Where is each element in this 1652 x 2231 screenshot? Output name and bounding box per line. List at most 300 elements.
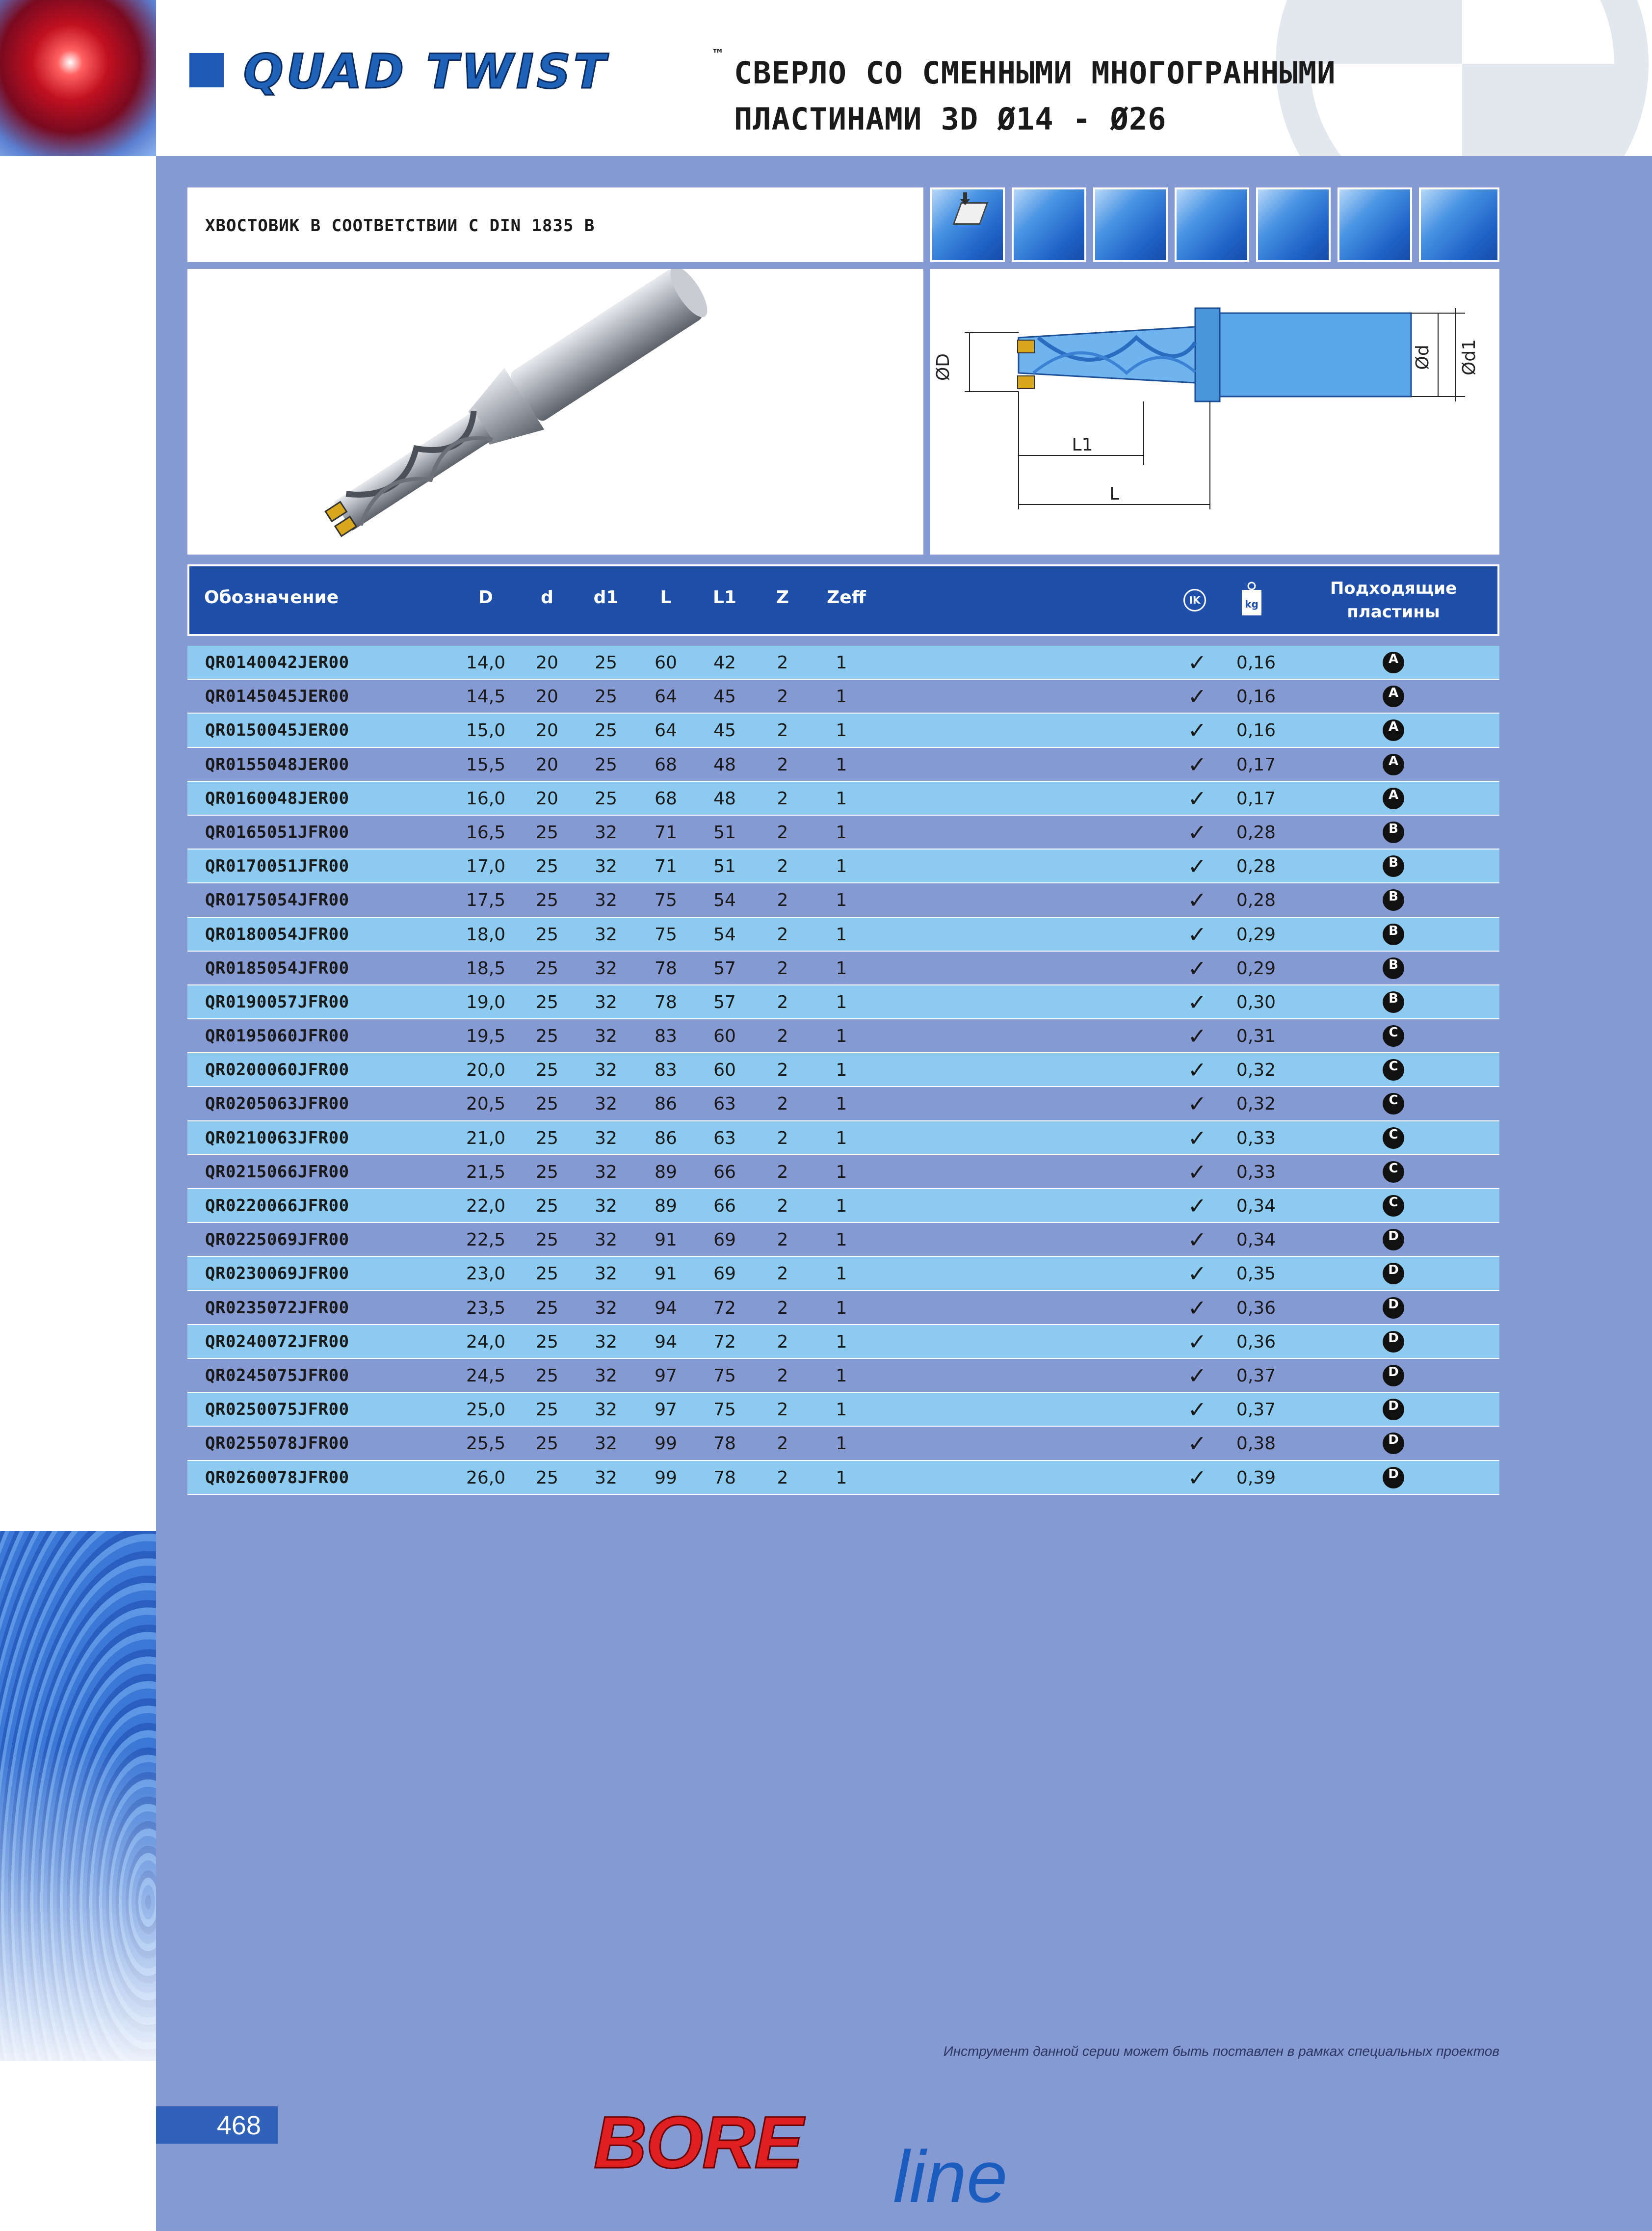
coolant-check-icon: ✓: [1187, 751, 1207, 778]
cell-code: QR0260078JFR00: [205, 1467, 349, 1487]
cell-Zeff: 1: [836, 1467, 847, 1488]
cell-Z: 2: [777, 1196, 788, 1216]
table-row: [187, 1291, 1499, 1325]
cell-weight: 0,16: [1236, 720, 1276, 741]
cell-Zeff: 1: [836, 1365, 847, 1386]
insert-type-badge: D: [1383, 1467, 1404, 1488]
cell-Zeff: 1: [836, 1196, 847, 1216]
cell-weight: 0,29: [1236, 924, 1276, 945]
table-row: [187, 680, 1499, 714]
col-header-inserts-line2: пластины: [1347, 602, 1440, 622]
cell-D: 22,0: [466, 1196, 506, 1216]
cell-L: 91: [655, 1264, 677, 1284]
cell-d: 25: [536, 1298, 558, 1318]
col-header-L1: L1: [713, 587, 736, 608]
cell-d: 25: [536, 1365, 558, 1386]
cell-d: 20: [536, 788, 558, 809]
cell-code: QR0235072JFR00: [205, 1298, 349, 1318]
cell-d: 25: [536, 1026, 558, 1047]
cell-D: 23,5: [466, 1298, 506, 1318]
cell-d1: 32: [595, 1162, 617, 1182]
table-row: [187, 1325, 1499, 1359]
table-row: [187, 918, 1499, 952]
cell-code: QR0250075JFR00: [205, 1400, 349, 1420]
table-row: [187, 850, 1499, 883]
cell-weight: 0,34: [1236, 1196, 1276, 1216]
drill-photo-box: [187, 269, 923, 555]
cell-L1: 75: [713, 1365, 736, 1386]
page-title-line-2: ПЛАСТИНАМИ 3D Ø14 - Ø26: [734, 101, 1167, 137]
cell-d: 25: [536, 856, 558, 877]
cell-d1: 32: [595, 856, 617, 877]
insert-type-badge: B: [1383, 889, 1404, 911]
cell-d: 25: [536, 1434, 558, 1454]
coolant-check-icon: ✓: [1187, 853, 1207, 880]
cell-weight: 0,29: [1236, 958, 1276, 979]
cell-d1: 32: [595, 890, 617, 911]
cell-L1: 45: [713, 720, 736, 741]
cell-L1: 48: [713, 754, 736, 775]
cell-Zeff: 1: [836, 1128, 847, 1148]
cell-Z: 2: [777, 1162, 788, 1182]
cell-L: 89: [655, 1162, 677, 1182]
coolant-check-icon: ✓: [1187, 819, 1207, 846]
cell-D: 17,5: [466, 890, 506, 911]
cell-d: 20: [536, 687, 558, 707]
cell-d1: 32: [595, 958, 617, 979]
cell-code: QR0150045JER00: [205, 720, 349, 741]
cell-weight: 0,28: [1236, 856, 1276, 877]
cell-L: 60: [655, 653, 677, 673]
cell-d: 20: [536, 653, 558, 673]
coolant-check-icon: ✓: [1187, 717, 1207, 744]
material-tile-7: [1419, 187, 1499, 262]
cell-L1: 54: [713, 890, 736, 911]
cell-d: 25: [536, 1467, 558, 1488]
insert-type-badge: A: [1383, 652, 1404, 673]
cell-L: 75: [655, 890, 677, 911]
cell-d1: 25: [595, 687, 617, 707]
cell-code: QR0230069JFR00: [205, 1264, 349, 1284]
table-row: [187, 1155, 1499, 1189]
cell-d1: 32: [595, 1365, 617, 1386]
cell-D: 21,5: [466, 1162, 506, 1182]
col-header-d: d: [541, 587, 553, 608]
corner-decorative-image: [0, 0, 156, 156]
cell-d1: 32: [595, 924, 617, 945]
cell-weight: 0,31: [1236, 1026, 1276, 1047]
coolant-check-icon: ✓: [1187, 921, 1207, 948]
table-row: [187, 1087, 1499, 1121]
cell-code: QR0195060JFR00: [205, 1026, 349, 1046]
cell-Zeff: 1: [836, 1230, 847, 1250]
cell-Z: 2: [777, 1060, 788, 1081]
cell-code: QR0140042JER00: [205, 653, 349, 672]
coolant-check-icon: ✓: [1187, 1464, 1207, 1491]
cell-L1: 66: [713, 1162, 736, 1182]
cell-D: 24,0: [466, 1331, 506, 1352]
cell-d1: 32: [595, 1400, 617, 1420]
material-tile-6: [1337, 187, 1412, 262]
cell-d1: 32: [595, 1094, 617, 1115]
cell-d: 25: [536, 924, 558, 945]
table-row: [187, 782, 1499, 816]
cell-Zeff: 1: [836, 822, 847, 843]
cell-d: 25: [536, 822, 558, 843]
insert-type-badge: C: [1383, 1161, 1404, 1183]
cell-L: 71: [655, 856, 677, 877]
cell-weight: 0,36: [1236, 1331, 1276, 1352]
table-row: [187, 1393, 1499, 1427]
cell-D: 25,5: [466, 1434, 506, 1454]
cell-code: QR0220066JFR00: [205, 1196, 349, 1216]
cell-d: 25: [536, 1128, 558, 1148]
trademark-sign: ™: [711, 47, 724, 62]
weight-unit: kg: [1245, 598, 1259, 610]
cell-code: QR0225069JFR00: [205, 1230, 349, 1250]
cell-Z: 2: [777, 822, 788, 843]
cell-Zeff: 1: [836, 890, 847, 911]
cell-code: QR0155048JER00: [205, 754, 349, 774]
insert-type-badge: D: [1383, 1433, 1404, 1454]
cell-Z: 2: [777, 687, 788, 707]
cell-L: 68: [655, 788, 677, 809]
cell-L1: 42: [713, 653, 736, 673]
col-header-Zeff: Zeff: [827, 587, 866, 608]
cell-weight: 0,33: [1236, 1128, 1276, 1148]
coolant-check-icon: ✓: [1187, 1362, 1207, 1389]
footer-logo-bore: BORE: [594, 2101, 803, 2183]
cell-L: 78: [655, 958, 677, 979]
coolant-check-icon: ✓: [1187, 1124, 1207, 1151]
cell-D: 20,5: [466, 1094, 506, 1115]
cell-Z: 2: [777, 1400, 788, 1420]
cell-L1: 60: [713, 1060, 736, 1081]
cell-L: 86: [655, 1128, 677, 1148]
cell-L1: 78: [713, 1467, 736, 1488]
page-title-line-1: СВЕРЛО СО СМЕННЫМИ МНОГОГРАННЫМИ: [734, 55, 1336, 91]
section-marker: [189, 53, 224, 87]
cell-Zeff: 1: [836, 992, 847, 1012]
cell-d1: 25: [595, 653, 617, 673]
cell-Zeff: 1: [836, 924, 847, 945]
insert-type-badge: D: [1383, 1297, 1404, 1319]
cell-L: 64: [655, 720, 677, 741]
cell-d: 25: [536, 1162, 558, 1182]
cell-Z: 2: [777, 1264, 788, 1284]
coolant-check-icon: ✓: [1187, 1057, 1207, 1084]
cell-L1: 57: [713, 992, 736, 1012]
cell-D: 15,0: [466, 720, 506, 741]
insert-type-badge: C: [1383, 1025, 1404, 1047]
cell-L: 64: [655, 687, 677, 707]
cell-D: 14,0: [466, 653, 506, 673]
cell-L: 97: [655, 1365, 677, 1386]
material-tile-2: [1012, 187, 1086, 262]
table-row: [187, 1223, 1499, 1257]
cell-d: 25: [536, 1094, 558, 1115]
cell-D: 24,5: [466, 1365, 506, 1386]
table-row: [187, 1053, 1499, 1087]
cell-d: 20: [536, 754, 558, 775]
cell-L1: 60: [713, 1026, 736, 1047]
cell-Zeff: 1: [836, 1298, 847, 1318]
cell-Z: 2: [777, 653, 788, 673]
cell-d1: 25: [595, 754, 617, 775]
cell-weight: 0,30: [1236, 992, 1276, 1012]
cell-d: 25: [536, 1230, 558, 1250]
coolant-check-icon: ✓: [1187, 887, 1207, 914]
cell-weight: 0,16: [1236, 687, 1276, 707]
cell-weight: 0,17: [1236, 754, 1276, 775]
cell-code: QR0170051JFR00: [205, 856, 349, 876]
cell-weight: 0,36: [1236, 1298, 1276, 1318]
insert-type-badge: A: [1383, 788, 1404, 809]
cell-D: 14,5: [466, 687, 506, 707]
cell-d: 25: [536, 958, 558, 979]
cell-d1: 25: [595, 720, 617, 741]
cell-D: 18,5: [466, 958, 506, 979]
cell-Z: 2: [777, 1026, 788, 1047]
table-row: [187, 1019, 1499, 1053]
cell-L: 75: [655, 924, 677, 945]
cell-d1: 32: [595, 1298, 617, 1318]
table-row: [187, 952, 1499, 985]
table-row: [187, 1427, 1499, 1461]
coolant-check-icon: ✓: [1187, 1430, 1207, 1457]
coolant-check-icon: ✓: [1187, 683, 1207, 710]
insert-type-badge: A: [1383, 719, 1404, 741]
coolant-check-icon: ✓: [1187, 1226, 1207, 1253]
table-row: [187, 1189, 1499, 1223]
cell-d1: 32: [595, 1060, 617, 1081]
cell-L1: 45: [713, 687, 736, 707]
insert-type-badge: B: [1383, 822, 1404, 843]
cell-weight: 0,37: [1236, 1400, 1276, 1420]
cell-L1: 57: [713, 958, 736, 979]
coolant-check-icon: ✓: [1187, 1023, 1207, 1050]
footer-logo-line: line: [893, 2135, 1008, 2218]
cell-Z: 2: [777, 720, 788, 741]
cell-d: 25: [536, 992, 558, 1012]
cell-D: 20,0: [466, 1060, 506, 1081]
table-row: [187, 714, 1499, 747]
cell-code: QR0160048JER00: [205, 788, 349, 808]
cell-L1: 63: [713, 1128, 736, 1148]
cell-Zeff: 1: [836, 958, 847, 979]
cell-L1: 78: [713, 1434, 736, 1454]
dim-label-D: ØD: [933, 353, 953, 381]
cell-d: 25: [536, 1196, 558, 1216]
coolant-check-icon: ✓: [1187, 785, 1207, 812]
arrow-down-icon: [959, 192, 971, 206]
material-tile-3: [1093, 187, 1168, 262]
coolant-check-icon: ✓: [1187, 1396, 1207, 1423]
product-table-body: [187, 646, 1499, 1495]
cell-Zeff: 1: [836, 1400, 847, 1420]
insert-type-badge: D: [1383, 1331, 1404, 1353]
cell-d: 25: [536, 1264, 558, 1284]
cell-L: 97: [655, 1400, 677, 1420]
cell-code: QR0210063JFR00: [205, 1128, 349, 1148]
cell-L: 86: [655, 1094, 677, 1115]
shank-note: ХВОСТОВИК В СООТВЕТСТВИИ С DIN 1835 B: [205, 216, 595, 236]
material-tile-5: [1256, 187, 1331, 262]
cell-L: 91: [655, 1230, 677, 1250]
cell-D: 17,0: [466, 856, 506, 877]
cell-Zeff: 1: [836, 687, 847, 707]
table-row: [187, 646, 1499, 680]
table-row: [187, 1461, 1499, 1495]
cell-L: 94: [655, 1331, 677, 1352]
cell-D: 18,0: [466, 924, 506, 945]
cell-Z: 2: [777, 754, 788, 775]
insert-type-badge: B: [1383, 924, 1404, 945]
cell-D: 21,0: [466, 1128, 506, 1148]
cell-d: 25: [536, 1060, 558, 1081]
cell-weight: 0,28: [1236, 890, 1276, 911]
cell-code: QR0165051JFR00: [205, 822, 349, 842]
cell-Z: 2: [777, 1094, 788, 1115]
coolant-check-icon: ✓: [1187, 955, 1207, 982]
cell-weight: 0,35: [1236, 1264, 1276, 1284]
cell-d: 25: [536, 1400, 558, 1420]
insert-type-badge: D: [1383, 1365, 1404, 1386]
cell-code: QR0205063JFR00: [205, 1094, 349, 1114]
cell-Z: 2: [777, 992, 788, 1012]
insert-type-badge: C: [1383, 1127, 1404, 1149]
cell-D: 19,5: [466, 1026, 506, 1047]
table-row: [187, 985, 1499, 1019]
cell-Zeff: 1: [836, 754, 847, 775]
insert-type-badge: A: [1383, 754, 1404, 775]
cell-D: 22,5: [466, 1230, 506, 1250]
coolant-check-icon: ✓: [1187, 1158, 1207, 1185]
cell-Zeff: 1: [836, 788, 847, 809]
cell-Z: 2: [777, 890, 788, 911]
footnote: Инструмент данной серии может быть поставлен в рамках специальных проектов: [943, 2044, 1499, 2059]
cell-L1: 63: [713, 1094, 736, 1115]
cell-d1: 32: [595, 1196, 617, 1216]
insert-type-badge: D: [1383, 1263, 1404, 1284]
cell-weight: 0,32: [1236, 1094, 1276, 1115]
cell-L: 94: [655, 1298, 677, 1318]
cell-code: QR0145045JER00: [205, 687, 349, 707]
cell-D: 19,0: [466, 992, 506, 1012]
insert-type-badge: C: [1383, 1093, 1404, 1115]
col-header-code: Обозначение: [204, 587, 339, 608]
cell-L: 99: [655, 1467, 677, 1488]
cell-d1: 32: [595, 1434, 617, 1454]
cell-code: QR0185054JFR00: [205, 958, 349, 978]
table-row: [187, 883, 1499, 917]
cell-L1: 69: [713, 1264, 736, 1284]
insert-type-badge: D: [1383, 1229, 1404, 1250]
cell-code: QR0215066JFR00: [205, 1162, 349, 1182]
cell-d: 20: [536, 720, 558, 741]
weight-icon: [1240, 581, 1263, 617]
cell-d1: 32: [595, 822, 617, 843]
table-row: [187, 1359, 1499, 1393]
brand-logo: QUAD TWIST: [243, 44, 609, 99]
cell-Zeff: 1: [836, 856, 847, 877]
table-row: [187, 816, 1499, 850]
cell-D: 25,0: [466, 1400, 506, 1420]
cell-d1: 32: [595, 1467, 617, 1488]
insert-type-badge: D: [1383, 1399, 1404, 1420]
coolant-check-icon: ✓: [1187, 988, 1207, 1015]
cell-d1: 32: [595, 1026, 617, 1047]
table-row: [187, 748, 1499, 782]
coolant-icon: IK: [1183, 589, 1206, 611]
cell-D: 16,5: [466, 822, 506, 843]
cell-L1: 51: [713, 822, 736, 843]
cell-L: 83: [655, 1026, 677, 1047]
cell-Zeff: 1: [836, 1094, 847, 1115]
cell-Zeff: 1: [836, 720, 847, 741]
dim-label-L1: L1: [1072, 435, 1093, 455]
cell-weight: 0,38: [1236, 1434, 1276, 1454]
cell-L: 71: [655, 822, 677, 843]
cell-Zeff: 1: [836, 1434, 847, 1454]
cell-code: QR0200060JFR00: [205, 1060, 349, 1080]
cell-Z: 2: [777, 1467, 788, 1488]
insert-type-badge: B: [1383, 957, 1404, 979]
cell-d1: 25: [595, 788, 617, 809]
cell-weight: 0,37: [1236, 1365, 1276, 1386]
insert-type-badge: B: [1383, 855, 1404, 877]
cell-L: 99: [655, 1434, 677, 1454]
cell-weight: 0,16: [1236, 653, 1276, 673]
cell-weight: 0,33: [1236, 1162, 1276, 1182]
cell-weight: 0,28: [1236, 822, 1276, 843]
cell-code: QR0245075JFR00: [205, 1365, 349, 1385]
cell-Zeff: 1: [836, 1264, 847, 1284]
cell-d1: 32: [595, 1264, 617, 1284]
insert-type-badge: C: [1383, 1059, 1404, 1081]
cell-d: 25: [536, 1331, 558, 1352]
cell-code: QR0175054JFR00: [205, 890, 349, 910]
cell-d1: 32: [595, 1331, 617, 1352]
cell-L: 78: [655, 992, 677, 1012]
technical-drawing-box: [930, 269, 1499, 555]
cell-Z: 2: [777, 1230, 788, 1250]
cell-weight: 0,39: [1236, 1467, 1276, 1488]
table-row: [187, 1121, 1499, 1155]
dim-label-d1: Ød1: [1459, 339, 1479, 376]
cell-L1: 75: [713, 1400, 736, 1420]
cell-weight: 0,34: [1236, 1230, 1276, 1250]
cell-code: QR0190057JFR00: [205, 992, 349, 1012]
material-tile-4: [1175, 187, 1249, 262]
dim-label-d: Ød: [1413, 345, 1433, 370]
cell-weight: 0,32: [1236, 1060, 1276, 1081]
cell-d1: 32: [595, 1230, 617, 1250]
cell-L1: 72: [713, 1298, 736, 1318]
cell-L: 68: [655, 754, 677, 775]
cell-Z: 2: [777, 856, 788, 877]
drill-photo: [187, 269, 923, 555]
coolant-check-icon: ✓: [1187, 1260, 1207, 1287]
cell-L: 89: [655, 1196, 677, 1216]
cell-d1: 32: [595, 992, 617, 1012]
cell-L1: 51: [713, 856, 736, 877]
cell-Zeff: 1: [836, 653, 847, 673]
cell-Z: 2: [777, 924, 788, 945]
cell-Z: 2: [777, 1128, 788, 1148]
table-row: [187, 1257, 1499, 1291]
insert-type-badge: C: [1383, 1195, 1404, 1217]
